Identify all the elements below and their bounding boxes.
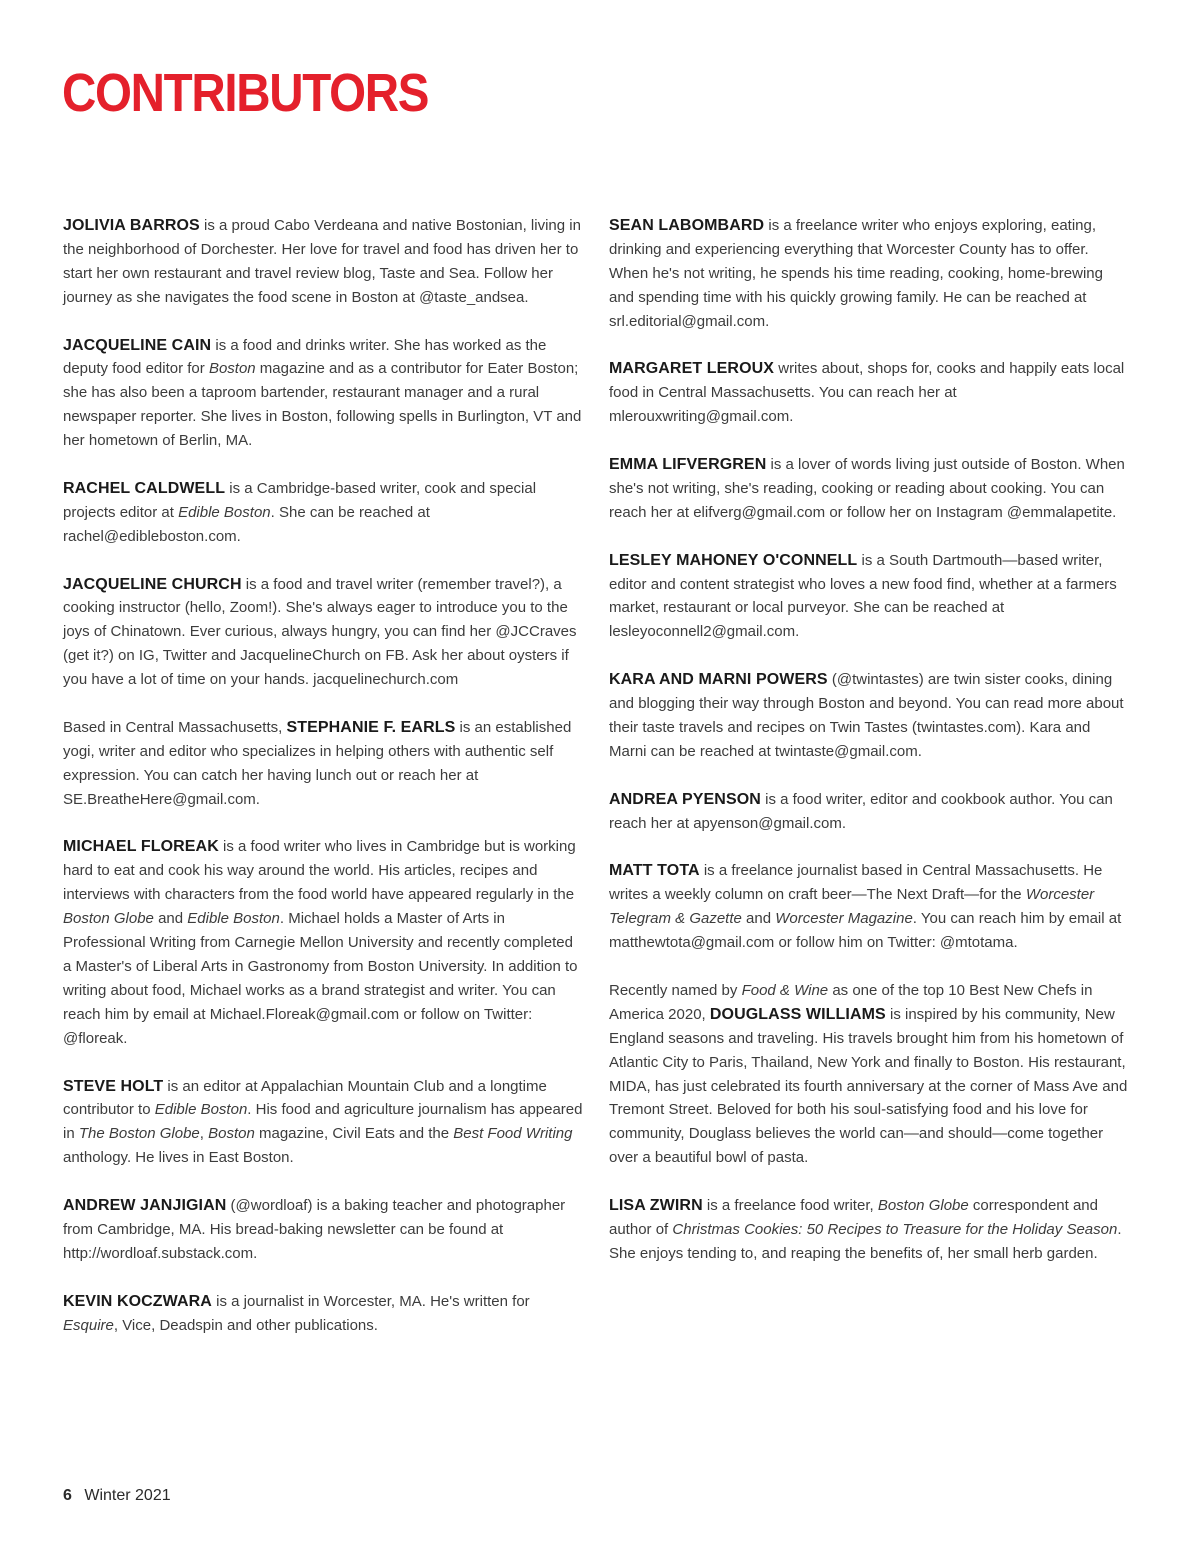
issue-label: Winter 2021 [84, 1487, 171, 1504]
contributor-bio [609, 859, 1131, 955]
contributor-bio [63, 835, 585, 1050]
bio-text: is a proud Cabo Verdeana and native Bostonian, living in the neighborhood of Dorchester. Her love for travel and food has driven her to start her own restaurant and travel review blog, Taste and Sea. Follow her journey as she navigates the food scene in Boston at @taste_andsea. [63, 217, 581, 306]
contributor-name: ANDREW JANJIGIAN [63, 1197, 227, 1215]
bio-text: is a South Dartmouth—based writer, editor and content strategist who loves a new food find, whether at a farmers market, restaurant or local purveyor. She can be reached at lesleyoconnell2@gmail.com. [609, 551, 1117, 641]
bio-text: (@wordloaf) is a baking teacher and photographer from Cambridge, MA. His bread-baking newsletter can be found at http://wordloaf.substack.com. [63, 1197, 566, 1262]
bio-intro: Recently named by [609, 981, 742, 999]
bio-text: correspondent and author of [609, 1197, 1098, 1238]
contributor-name: MATT TOTA [609, 862, 700, 880]
bio-text: is a lover of words living just outside of Boston. When she's not writing, she's reading, cooking or reading about cooking. You can reach her at elifverg@gmail.com or follow her on Instagram @emmalapetite. [609, 456, 1125, 521]
bio-italic-text: Boston [208, 360, 256, 378]
bio-text: is a food writer, editor and cookbook author. You can reach her at apyenson@gmail.com. [609, 790, 1113, 832]
bio-text: magazine and as a contributor for Eater Boston; she has also been a taproom bartender, restaurant manager and a rural newspaper reporter. She lives in Boston, following spells in Burlington, VT and her hometown of Berlin, MA. [63, 360, 582, 450]
contributor-name: KARA AND MARNI POWERS [609, 671, 828, 689]
bio-italic-text: Edible Boston [178, 503, 271, 521]
bio-intro: Based in Central Massachusetts, [63, 718, 287, 736]
bio-text: is a journalist in Worcester, MA. He's written for [211, 1292, 530, 1310]
bio-italic-text: Boston [208, 1125, 255, 1143]
bio-text: is an editor at Appalachian Mountain Club and a longtime contributor to [63, 1077, 547, 1119]
bio-text: . She can be reached at rachel@edibleboston.com. [63, 503, 430, 545]
bio-text: . You can reach him by email at matthewtota@gmail.com or follow him on Twitter: @mtotama. [609, 910, 1122, 952]
contributor-bio [63, 573, 585, 693]
bio-italic-text: Boston Globe [877, 1197, 969, 1215]
bio-italic-text: Edible Boston [154, 1101, 248, 1119]
contributor-name: SEAN LABOMBARD [609, 217, 765, 234]
contributor-bio [609, 453, 1131, 525]
contributor-name: JACQUELINE CAIN [63, 336, 212, 354]
contributor-name: LISA ZWIRN [609, 1197, 703, 1215]
bio-italic-text: Worcester Magazine [775, 910, 913, 928]
bio-italic-text: Christmas Cookies: 50 Recipes to Treasure for the Holiday Season [672, 1220, 1118, 1238]
contributor-name: MICHAEL FLOREAK [63, 838, 219, 856]
page-number: 6 [63, 1487, 72, 1504]
bio-italic-text: Boston Globe [63, 910, 154, 928]
bio-italic-text: The Boston Globe [78, 1125, 200, 1143]
bio-text: is a food and travel writer (remember travel?), a cooking instructor (hello, Zoom!). She's always eager to introduce you to the joys of Chinatown. Ever curious, always hungry, you can find her @JCCraves (get it?) on IG, Twitter and JacquelineChurch on FB. Ask her about oysters if you have a lot of time on your hands. jacquelinechurch.com [63, 575, 577, 689]
contributor-bio [63, 477, 585, 549]
bio-intro-italic: Food & Wine [741, 981, 829, 999]
bio-text: . She enjoys tending to, and reaping the benefits of, her small herb garden. [609, 1220, 1122, 1262]
bio-text: is a food and drinks writer. She has worked as the deputy food editor for [63, 336, 547, 378]
contributor-bio [63, 334, 585, 454]
contributor-bio [609, 979, 1131, 1170]
bio-text: and [741, 910, 776, 928]
bio-text: . His food and agriculture journalism has appeared in [63, 1101, 583, 1143]
contributors-column-left [63, 214, 585, 1361]
contributor-bio [63, 1075, 585, 1171]
contributor-bio [609, 549, 1131, 645]
contributor-bio [609, 214, 1131, 334]
contributor-bio [609, 1194, 1131, 1266]
contributor-name: ANDREA PYENSON [609, 790, 761, 808]
bio-text: anthology. He lives in East Boston. [63, 1149, 294, 1167]
bio-italic-text: Worcester Telegram & Gazette [609, 886, 1095, 928]
contributor-name: KEVIN KOCZWARA [63, 1292, 212, 1310]
contributor-name: MARGARET LEROUX [609, 360, 775, 378]
contributor-name: RACHEL CALDWELL [63, 479, 226, 497]
contributor-bio [63, 716, 585, 812]
bio-text: is a freelance journalist based in Central Massachusetts. He writes a weekly column on craft beer—The Next Draft—for the [609, 862, 1103, 904]
contributor-bio [609, 668, 1131, 764]
bio-text: is inspired by his community, New England seasons and traveling. His travels brought him from his hometown of Atlantic City to Paris, Thailand, New York and finally to Boston. His restaurant, MIDA, has just celebrated its fourth anniversary at the corner of Mass Ave and Tremont Street. Beloved for both his soul-satisfying food and his love for community, Douglass believes the world can—and should—come together over a beautiful bowl of pasta. [609, 1005, 1128, 1167]
bio-text: magazine, Civil Eats and the [254, 1125, 454, 1143]
bio-text: (@twintastes) are twin sister cooks, dining and blogging their way through Boston and beyond. You can read more about their taste travels and recipes on Twin Tastes (twintastes.com). Kara and Marni can be reached at twintaste@gmail.com. [609, 671, 1124, 760]
bio-text: . Michael holds a Master of Arts in Professional Writing from Carnegie Mellon University and recently completed a Master's of Liberal Arts in Gastronomy from Boston University. In addition to writing about food, Michael works as a brand strategist and writer. You can reach him by email at Michael.Floreak@gmail.com or follow on Twitter: @floreak. [63, 910, 578, 1047]
contributor-bio [63, 1194, 585, 1266]
contributor-name: LESLEY MAHONEY O'CONNELL [609, 551, 858, 569]
contributor-name: DOUGLASS WILLIAMS [709, 1005, 886, 1023]
bio-text: is a food writer who lives in Cambridge but is working hard to eat and cook his way around the world. His articles, recipes and interviews with characters from the food world have appeared regularly in the [63, 838, 576, 904]
contributor-name: EMMA LIFVERGREN [609, 456, 767, 474]
bio-text: is a Cambridge-based writer, cook and special projects editor at [63, 479, 537, 521]
contributor-name: JOLIVIA BARROS [63, 217, 200, 234]
page-title: CONTRIBUTORS [62, 63, 429, 123]
contributor-bio [63, 214, 585, 310]
bio-text: is a freelance food writer, [702, 1197, 878, 1215]
bio-italic-text: Best Food Writing [453, 1125, 573, 1143]
contributor-bio [609, 357, 1131, 429]
bio-italic-text: Esquire [63, 1316, 114, 1334]
contributor-bio [63, 1290, 585, 1338]
contributor-bio [609, 788, 1131, 836]
bio-text: , Vice, Deadspin and other publications. [113, 1316, 378, 1334]
bio-text: is an established yogi, writer and editor who specializes in helping others with authentic self expression. You can catch her having lunch out or reach her at SE.BreatheHere@gmail.com. [63, 718, 572, 808]
contributor-name: STEVE HOLT [63, 1077, 164, 1095]
bio-italic-text: Edible Boston [187, 910, 280, 928]
bio-text: and [153, 910, 188, 928]
bio-text: is a freelance writer who enjoys exploring, eating, drinking and experiencing everything that Worcester County has to offer. When he's not writing, he spends his time reading, cooking, home-brewing and spending time with his quickly growing family. He can be reached at srl.editorial@gmail.com. [609, 217, 1103, 330]
contributor-name: STEPHANIE F. EARLS [286, 718, 456, 736]
bio-intro: as one of the top 10 Best New Chefs in America 2020, [609, 981, 1093, 1023]
bio-text: writes about, shops for, cooks and happily eats local food in Central Massachusetts. You can reach her at mlerouxwriting@gmail.com. [609, 360, 1125, 426]
contributor-name: JACQUELINE CHURCH [63, 575, 242, 593]
bio-text: , [199, 1125, 209, 1143]
page-footer [63, 1487, 171, 1505]
contributors-column-right [609, 214, 1131, 1290]
